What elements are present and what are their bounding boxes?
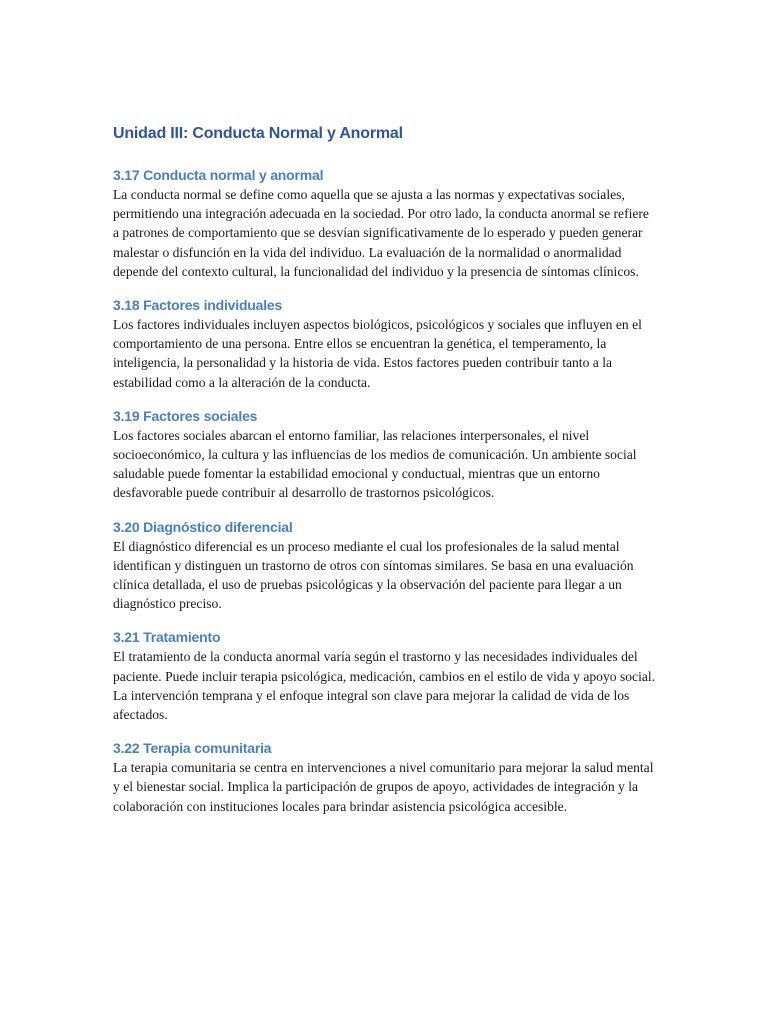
section-body: La terapia comunitaria se centra en intervenciones a nivel comunitario para mejorar la salud mental y el bienestar social. Implica la participación de grupos de apoyo, actividades de integración y la colaboración con instituciones locales para brindar asistencia psicológica accesible. (113, 760, 654, 814)
section-heading: 3.19 Factores sociales (113, 407, 258, 424)
section-heading: 3.17 Conducta normal y anormal (113, 167, 324, 183)
section-factores-individuales (113, 295, 658, 392)
section-heading: 3.22 Terapia comunitaria (113, 740, 272, 757)
section-body: El tratamiento de la conducta anormal varía según el trastorno y las necesidades individuales del paciente. Puede incluir terapia psicológica, medicación, cambios en el estilo de vida y apoyo social. La intervención temprana y el enfoque integral son clave para mejorar la calidad de vida de los afectados. (113, 649, 656, 723)
section-factores-sociales (113, 406, 658, 503)
section-terapia-comunitaria (113, 738, 658, 816)
section-tratamiento (113, 627, 658, 724)
section-body: Los factores sociales abarcan el entorno familiar, las relaciones interpersonales, el nivel socioeconómico, la cultura y las influencias de los medios de comunicación. Un ambiente social saludable puede fomentar la estabilidad emocional y conductual, mientras que un entorno desfavorable puede contribuir al desarrollo de trastornos psicológicos. (113, 427, 637, 501)
section-conducta-normal-anormal (113, 165, 658, 281)
document-title: Unidad III: Conducta Normal y Anormal (113, 125, 403, 142)
section-body: El diagnóstico diferencial es un proceso mediante el cual los profesionales de la salud mental identifican y distinguen un trastorno de otros con síntomas similares. Se basa en una evaluación clínica detallada, el uso de pruebas psicológicas y la observación del paciente para llegar a un diagnóstico preciso. (113, 538, 634, 612)
section-heading: 3.18 Factores individuales (113, 297, 283, 314)
document-page (113, 120, 658, 830)
section-body: La conducta normal se define como aquella que se ajusta a las normas y expectativas sociales, permitiendo una integración adecuada en la sociedad. Por otro lado, la conducta anormal se refiere a patrones de comportamiento que se desvían significativamente de lo esperado y pueden generar malestar o disfunción en la vida del individuo. La evaluación de la normalidad o anormalidad depende del contexto cultural, la funcionalidad del individuo y la presencia de síntomas clínicos. (113, 187, 649, 279)
section-heading: 3.21 Tratamiento (113, 629, 221, 646)
section-body: Los factores individuales incluyen aspectos biológicos, psicológicos y sociales que influyen en el comportamiento de una persona. Entre ellos se encuentran la genética, el temperamento, la inteligencia, la personalidad y la historia de vida. Estos factores pueden contribuir tanto a la estabilidad como a la alteración de la conducta. (113, 317, 642, 390)
section-heading: 3.20 Diagnóstico diferencial (113, 518, 293, 535)
section-diagnostico-diferencial (113, 517, 658, 614)
